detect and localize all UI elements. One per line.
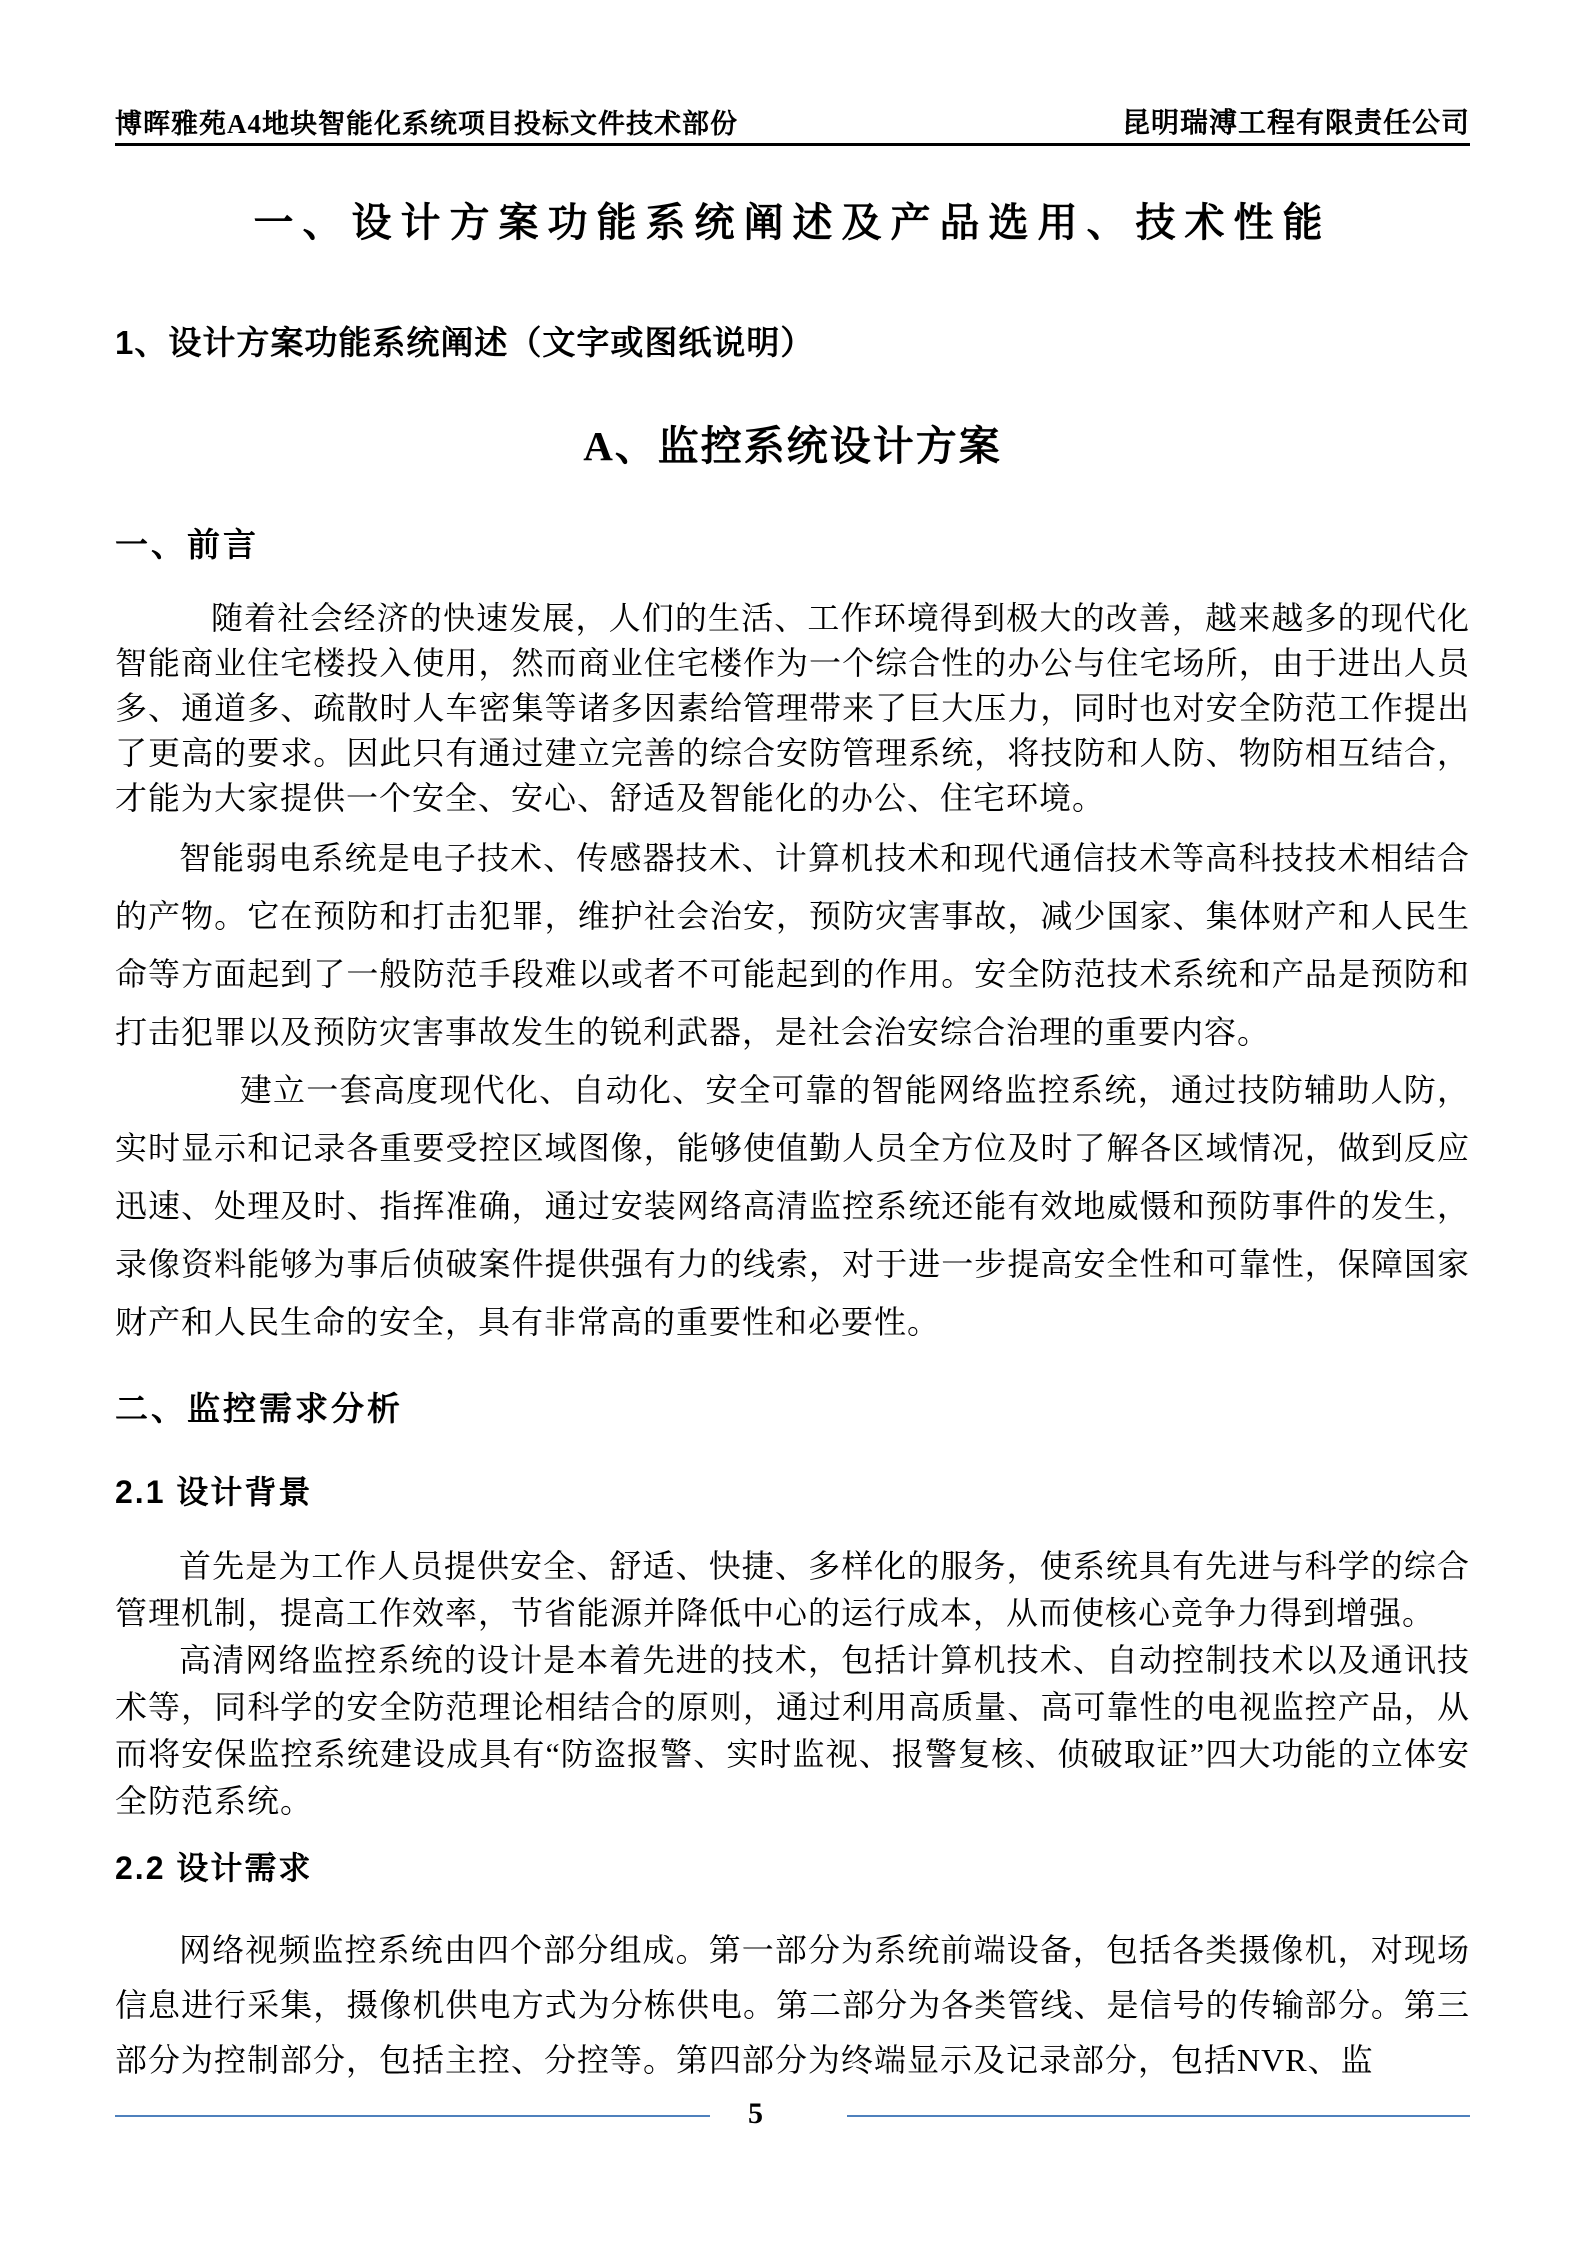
footer-rule-left — [115, 2115, 710, 2117]
design-background-heading: 2.1 设计背景 — [115, 1474, 313, 1510]
foreword-paragraph-2: 智能弱电系统是电子技术、传感器技术、计算机技术和现代通信技术等高科技技术相结合的产物。它在预防和打击犯罪，维护社会治安，预防灾害事故，减少国家、集体财产和人民生命等方面起到了一般防范手段难以或者不可能起到的作用。安全防范技术系统和产品是预防和打击犯罪以及预防灾害事故发生的锐利武器，是社会治安综合治理的重要内容。 — [115, 840, 1470, 1050]
design-background-paragraph-1: 首先是为工作人员提供安全、舒适、快捷、多样化的服务，使系统具有先进与科学的综合管理机制，提高工作效率，节省能源并降低中心的运行成本，从而使核心竞争力得到增强。 — [115, 1548, 1470, 1631]
section-1-heading: 1、设计方案功能系统阐述（文字或图纸说明） — [115, 324, 815, 361]
page-number: 5 — [748, 2097, 763, 2130]
header-project-title: 博晖雅苑A4地块智能化系统项目投标文件技术部份 — [115, 109, 738, 139]
scheme-title: A、监控系统设计方案 — [583, 423, 1002, 469]
foreword-paragraph-1: 随着社会经济的快速发展，人们的生活、工作环境得到极大的改善，越来越多的现代化智能商业住宅楼投入使用，然而商业住宅楼作为一个综合性的办公与住宅场所，由于进出人员多、通道多、疏散时人车密集等诸多因素给管理带来了巨大压力，同时也对安全防范工作提出了更高的要求。因此只有通过建立完善的综合安防管理系统，将技防和人防、物防相互结合，才能为大家提供一个安全、安心、舒适及智能化的办公、住宅环境。 — [115, 600, 1470, 816]
design-requirements-heading: 2.2 设计需求 — [115, 1850, 313, 1886]
foreword-heading: 一、前言 — [115, 526, 259, 563]
foreword-paragraph-3: 建立一套高度现代化、自动化、安全可靠的智能网络监控系统，通过技防辅助人防，实时显示和记录各重要受控区域图像，能够使值勤人员全方位及时了解各区域情况，做到反应迅速、处理及时、指挥准确，通过安装网络高清监控系统还能有效地威慑和预防事件的发生，录像资料能够为事后侦破案件提供强有力的线索，对于进一步提高安全性和可靠性，保障国家财产和人民生命的安全，具有非常高的重要性和必要性。 — [115, 1072, 1470, 1340]
page-footer — [115, 2096, 1470, 2136]
page-header — [115, 106, 1470, 146]
design-requirements-paragraph-1: 网络视频监控系统由四个部分组成。第一部分为系统前端设备，包括各类摄像机，对现场信息进行采集，摄像机供电方式为分栋供电。第二部分为各类管线、是信号的传输部分。第三部分为控制部分，包括主控、分控等。第四部分为终端显示及记录部分，包括NVR、监 — [115, 1932, 1470, 2078]
main-title: 一、设计方案功能系统阐述及产品选用、技术性能 — [253, 201, 1332, 245]
footer-rule-right — [847, 2115, 1470, 2117]
header-company-name: 昆明瑞溥工程有限责任公司 — [1121, 108, 1470, 139]
design-background-paragraph-2: 高清网络监控系统的设计是本着先进的技术，包括计算机技术、自动控制技术以及通讯技术等，同科学的安全防范理论相结合的原则，通过利用高质量、高可靠性的电视监控产品，从而将安保监控系统建设成具有“防盗报警、实时监视、报警复核、侦破取证”四大功能的立体安全防范系统。 — [115, 1642, 1470, 1819]
requirement-analysis-heading: 二、监控需求分析 — [115, 1390, 403, 1427]
